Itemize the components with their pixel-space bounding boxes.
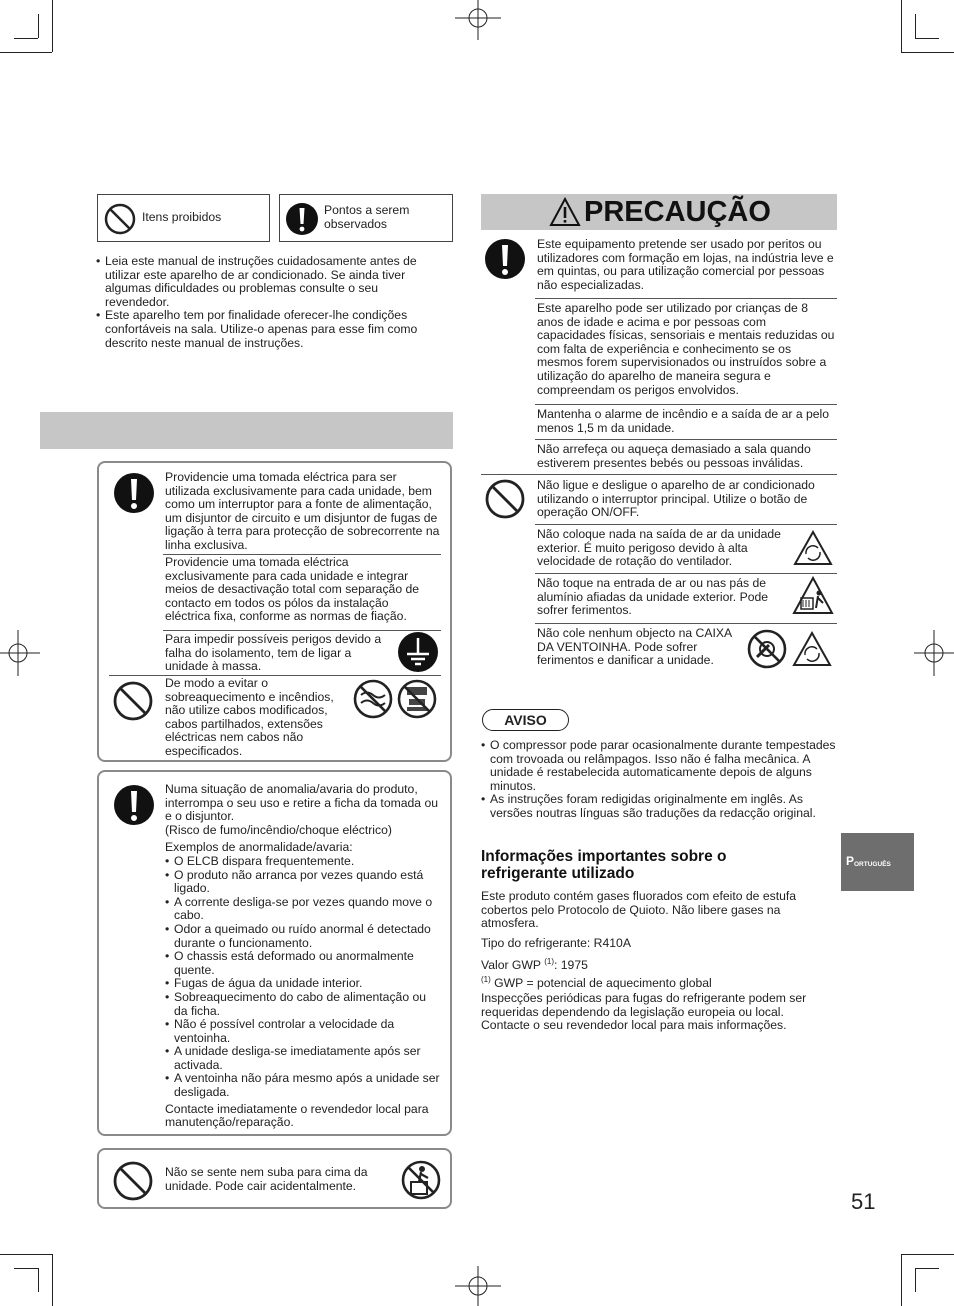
registration-mark-right: [914, 630, 954, 676]
box2-examples: [165, 855, 441, 1100]
caution-header: [481, 194, 837, 230]
list-item: • O chassis está deformado ou anormalmente quente.: [165, 950, 441, 977]
aviso-badge: [482, 709, 569, 731]
box3-text: Não se sente nem suba para cima da unidade. Pode cair acidentalmente.: [165, 1165, 368, 1193]
box2-risk: (Risco de fumo/incêndio/choque eléctrico): [165, 822, 392, 837]
prohibited-icon: [485, 479, 525, 519]
legend-observe-label: Pontos a serem observados: [324, 203, 410, 231]
no-climbing-icon: [401, 1160, 441, 1200]
list-item: • O ELCB dispara frequentemente.: [165, 855, 441, 869]
language-tab: [841, 833, 914, 891]
list-item: • A corrente desliga-se por vezes quando move o cabo.: [165, 896, 441, 923]
registration-mark-bottom: [455, 1266, 501, 1306]
box1-item1: Providencie uma tomada eléctrica para ser utilizada exclusivamente para cada unidade, bem como um interruptor para a fonte de alimentação, um disjuntor de circuito e um disjuntor de fugas de ligação à terra para protecção de sobrecorrente na linha exclusiva.: [165, 470, 440, 552]
ground-icon: [397, 631, 439, 673]
legend-prohibited-label: Itens proibidos: [142, 210, 222, 224]
refrigerant-type: Tipo do refrigerante: R410A: [481, 936, 631, 950]
registration-mark-left: [0, 630, 40, 676]
list-item: • A unidade desliga-se imediatamente após ser activada.: [165, 1045, 441, 1072]
prohibited-icon: [104, 203, 136, 235]
list-item: • A ventoinha não pára mesmo após a unidade ser desligada.: [165, 1072, 441, 1099]
caution-observe-3: Mantenha o alarme de incêndio e a saída de ar a pelo menos 1,5 m da unidade.: [537, 407, 830, 435]
refrigerant-heading: Informações importantes sobre o refrigerante utilizado: [481, 848, 727, 882]
list-item: • O compressor pode parar ocasionalmente durante tempestades com trovoada ou relâmpagos. Isso não é falha mecânica. A unidade é restabelecida automaticamente depois de alguns minutos.: [481, 739, 836, 793]
sharp-fins-warning-icon: [792, 576, 834, 616]
caution-prohibited-4: Não cole nenhum objecto na CAIXA DA VENTOINHA. Pode sofrer ferimentos e danificar a unidade.: [537, 626, 732, 668]
list-item: • Sobreaquecimento do cabo de alimentação ou da ficha.: [165, 991, 441, 1018]
no-extension-cord-icon: [397, 679, 437, 719]
language-tab-label: ORTUGUÊS: [854, 861, 891, 868]
refrigerant-para1: Este produto contém gases fluorados com efeito de estufa cobertos pelo Protocolo de Quioto. Não libere gases na atmosfera.: [481, 889, 797, 931]
refrigerant-para2: Inspecções periódicas para fugas do refrigerante podem ser requeridas dependendo da legislação europeia ou local. Contacte o seu revendedor local para mais informações.: [481, 991, 807, 1033]
box1-item4: De modo a evitar o sobreaquecimento e incêndios, não utilize cabos modificados, cabos partilhados, extensões eléctricas nem cabos não especificados.: [165, 676, 334, 758]
list-item: • Leia este manual de instruções cuidadosamente antes de utilizar este aparelho de ar condicionado. Se ainda tiver algumas dificuldades ou problemas consulte o seu revendedor.: [96, 255, 441, 309]
caution-observe-1: Este equipamento pretende ser usado por peritos ou utilizadores com formação em lojas, na indústria leve e em quintas, ou para utilização comercial por pessoas não especializadas.: [537, 237, 834, 292]
rotating-fan-warning-icon: [792, 631, 832, 667]
aviso-label: AVISO: [504, 712, 547, 728]
safety-box-abnormality: [97, 770, 452, 1136]
box2-intro: Numa situação de anomalia/avaria do produto, interrompa o seu uso e retire a ficha da tomada ou e o disjuntor.: [165, 782, 439, 824]
list-item: • Este aparelho tem por finalidade oferecer-lhe condições confortáveis na sala. Utilize-o apenas para esse fim como descrito neste manual de instruções.: [96, 309, 441, 350]
list-item: • Fugas de água da unidade interior.: [165, 977, 441, 991]
no-modified-cable-icon: [353, 679, 393, 719]
caution-observe-4: Não arrefeça ou aqueça demasiado a sala quando estiverem presentes bebés ou pessoas inválidas.: [537, 442, 811, 470]
caution-observe-2: Este aparelho pode ser utilizado por crianças de 8 anos de idade e acima e por pessoas com capacidades físicas, sensoriais e mentais reduzidas ou com falta de experiência e conhecimento se os mesmos forem supervisionados ou instruídos sobre a utilização do aparelho de maneira segura e compreendam os perigos envolvidos.: [537, 301, 835, 397]
list-item: • Odor a queimado ou ruído anormal é detectado durante o funcionamento.: [165, 923, 441, 950]
gwp-line: Valor GWP $^{(1)}$: 1975: [481, 957, 588, 973]
exclamation-icon: [484, 238, 526, 280]
list-item: • O produto não arranca por vezes quando está ligado.: [165, 869, 441, 896]
exclamation-icon: [113, 472, 155, 514]
caution-prohibited-3: Não toque na entrada de ar ou nas pás de alumínio afiadas da unidade exterior. Pode sofrer ferimentos.: [537, 576, 769, 618]
aviso-bullets: [481, 739, 836, 821]
safety-box-electrical: [97, 461, 452, 762]
language-tab-initial: P: [846, 854, 855, 868]
caution-prohibited-1: Não ligue e desligue o aparelho de ar condicionado utilizando o interruptor principal. Utilize o botão de operação ON/OFF.: [537, 478, 815, 520]
prohibited-icon: [113, 681, 153, 721]
caution-prohibited-2: Não coloque nada na saída de ar da unidade exterior. É muito perigoso devido à alta velocidade de rotação do ventilador.: [537, 527, 781, 569]
caution-title: PRECAUÇÃO: [584, 196, 771, 228]
legend-observe: [279, 194, 453, 242]
box2-contact: Contacte imediatamente o revendedor local para manutenção/reparação.: [165, 1101, 429, 1130]
exclamation-icon: [285, 202, 319, 236]
warning-triangle-icon: [549, 197, 581, 227]
page-number: 51: [851, 1189, 876, 1214]
box1-item2: Providencie uma tomada eléctrica exclusivamente para cada unidade e integrar meios de desactivação total com separação de contacto em todos os pólos da instalação eléctrica fixa, conforme as normas de fiação.: [165, 555, 420, 624]
box1-item3: Para impedir possíveis perigos devido a falha do isolamento, tem de ligar a unidade à massa.: [165, 632, 382, 674]
list-item: • Não é possível controlar a velocidade da ventoinha.: [165, 1018, 441, 1045]
rotating-fan-warning-icon: [793, 530, 833, 566]
safety-box-climb: [97, 1148, 452, 1209]
section-band: [40, 412, 453, 449]
registration-mark-top: [455, 0, 501, 40]
exclamation-icon: [113, 784, 155, 826]
legend-prohibited: [97, 194, 270, 242]
gwp-footnote: $^{(1)}$ GWP = potencial de aquecimento global: [481, 975, 712, 991]
no-object-in-fan-icon: [747, 629, 787, 669]
list-item: • As instruções foram redigidas originalmente em inglês. As versões noutras línguas são traduções da redacção original.: [481, 793, 836, 820]
box2-examples-title: Exemplos de anormalidade/avaria:: [165, 840, 353, 855]
intro-bullets: [96, 255, 441, 350]
prohibited-icon: [113, 1161, 153, 1201]
